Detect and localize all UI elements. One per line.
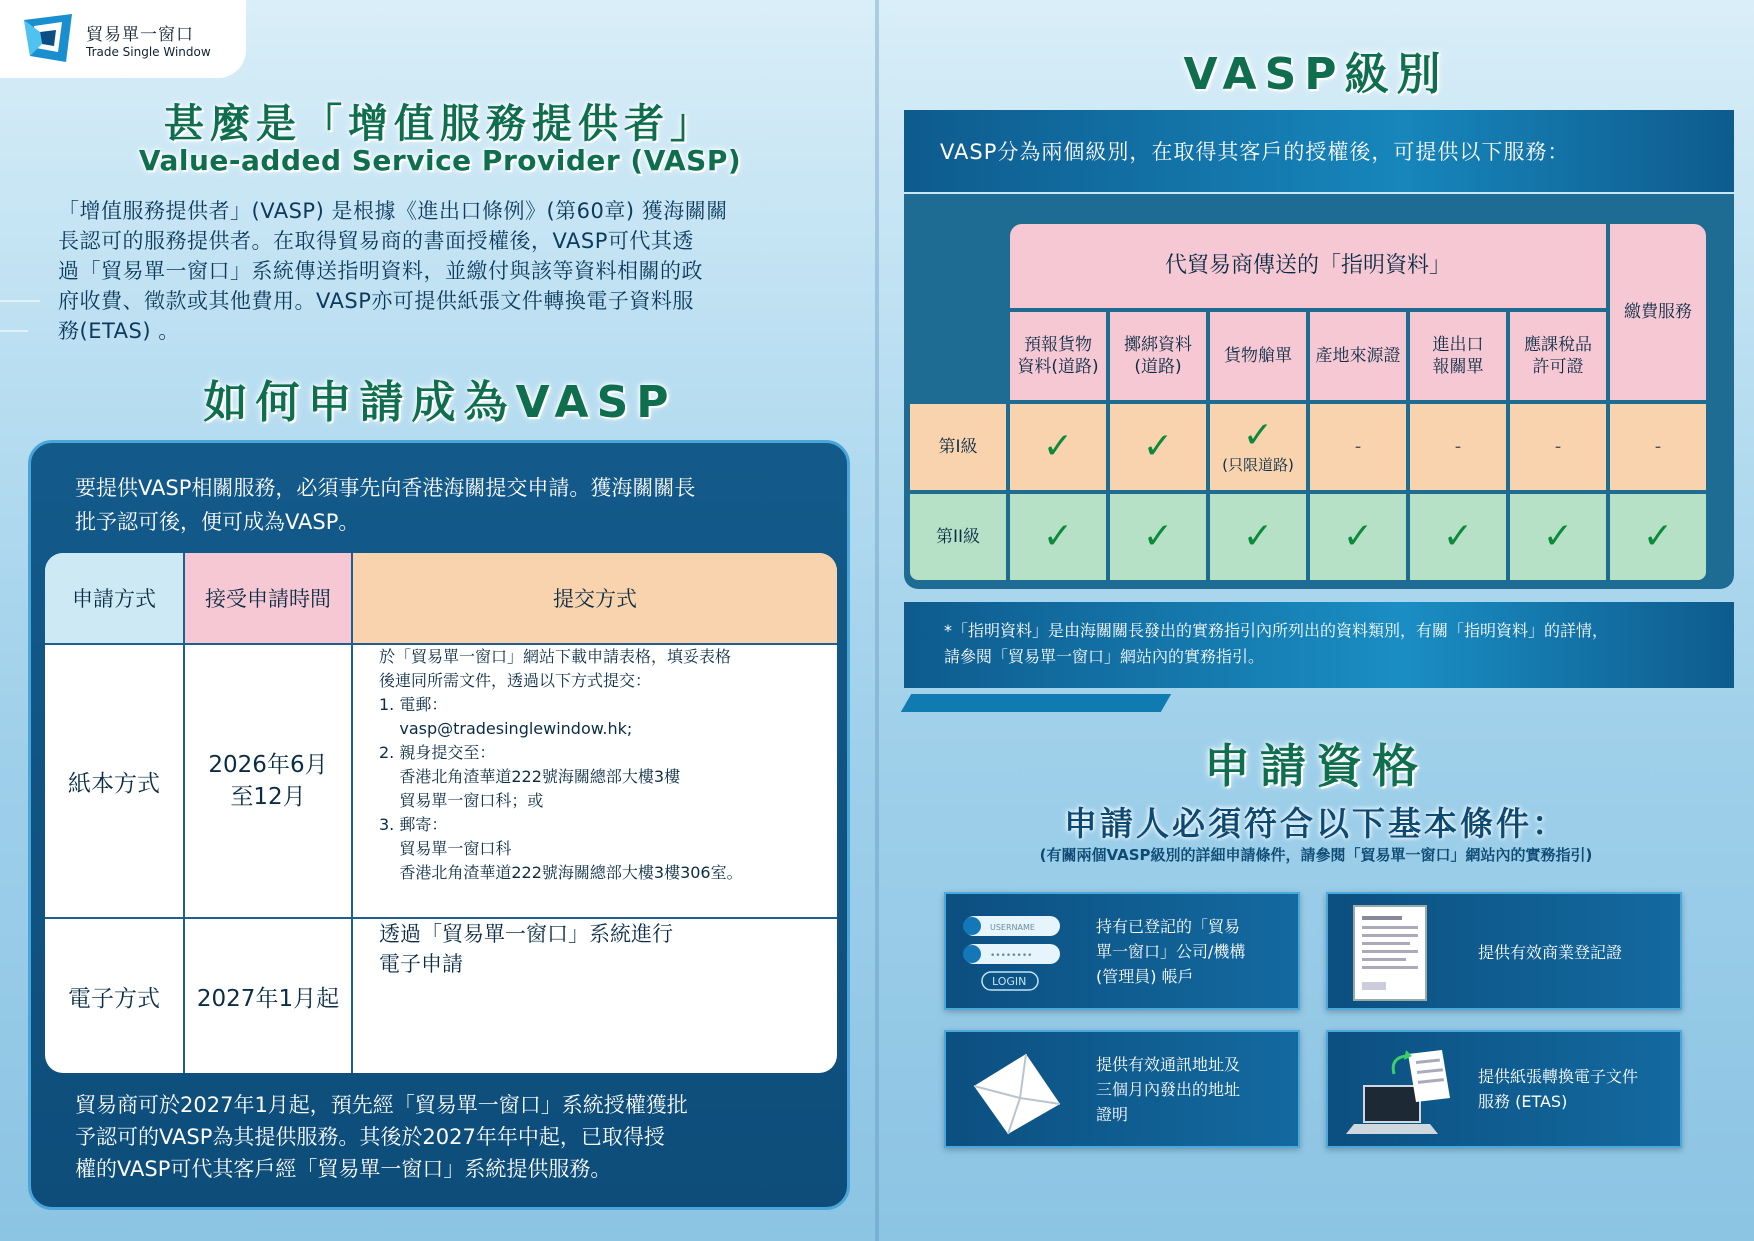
level-1-cell <box>1508 402 1608 492</box>
column-header-line: 許可證 <box>1532 357 1584 377</box>
column-header-line: 報關單 <box>1432 357 1484 377</box>
card-text <box>1478 1064 1638 1114</box>
eligibility-hint: (有關兩個VASP級別的詳細申請條件，請參閱「貿易單一窗口」網站內的實務指引) <box>1039 846 1593 864</box>
level-2-label: 第II級 <box>908 492 1008 582</box>
column-header-line: (道路) <box>1134 357 1182 377</box>
card-line: 單一窗口」公司/機構 <box>1096 942 1246 961</box>
level-2-cell <box>1208 492 1308 582</box>
submit-line: 透過「貿易單一窗口」系統進行 <box>379 922 673 946</box>
column-header-line: 資料(道路) <box>1017 357 1099 377</box>
logo <box>0 0 246 78</box>
paper-time-line: 2026年6月 <box>208 752 328 778</box>
apply-intro-line: 要提供VASP相關服務，必須事先向香港海關提交申請。獲海關關長 <box>75 476 696 500</box>
eligibility-card-account <box>944 892 1300 1010</box>
submit-line: 2. 親身提交至： <box>379 743 496 762</box>
note-bar <box>904 602 1734 688</box>
intro-line: 「增值服務提供者」(VASP) 是根據《進出口條例》(第60章) 獲海關關 <box>58 199 728 223</box>
accent-strip <box>901 694 1171 712</box>
check-icon: ✓ <box>1642 516 1674 557</box>
how-to-apply-title: 如何申請成為VASP <box>203 377 677 428</box>
level-2-cell <box>1608 492 1708 582</box>
level-1-cell <box>1608 402 1708 492</box>
left-page <box>0 0 876 1241</box>
level-1-label: 第I級 <box>908 402 1008 492</box>
svg-text:LOGIN: LOGIN <box>992 975 1027 988</box>
dash-mark: - <box>1654 436 1662 457</box>
note-line: 請參閱「貿易單一窗口」網站內的實務指引。 <box>944 647 1265 666</box>
paper-time <box>185 645 353 917</box>
eligibility-card-etas <box>1326 1030 1682 1148</box>
check-icon: ✓ <box>1242 415 1274 456</box>
table-row <box>45 919 837 1073</box>
login-icon <box>958 910 1064 996</box>
submit-line: 後連同所需文件，透過以下方式提交： <box>379 671 652 690</box>
vasp-title-cn: 甚麼是「增值服務提供者」 <box>164 101 716 147</box>
check-icon: ✓ <box>1042 516 1074 557</box>
circuit-deco <box>0 300 40 302</box>
card-line: 提供紙張轉換電子文件 <box>1478 1067 1639 1086</box>
level-1-cell <box>1108 402 1208 492</box>
circuit-deco <box>0 330 28 332</box>
outro-line: 權的VASP可代其客戶經「貿易單一窗口」系統提供服務。 <box>75 1157 612 1181</box>
vasp-intro-paragraph <box>58 196 828 346</box>
svg-text:••••••••: •••••••• <box>990 951 1033 961</box>
paper-submit <box>353 645 837 917</box>
level-2-cell <box>1008 492 1108 582</box>
column-header-line: 應課稅品 <box>1524 335 1592 355</box>
header-method: 申請方式 <box>45 553 185 643</box>
card-line: 證明 <box>1096 1105 1129 1124</box>
electronic-time: 2027年1月起 <box>185 919 353 1073</box>
column-header: 貨物艙單 <box>1208 310 1308 402</box>
envelope-icon <box>966 1046 1066 1136</box>
submit-line: 貿易單一窗口科；或 <box>379 791 544 810</box>
application-panel <box>28 440 850 1210</box>
levels-banner <box>904 110 1734 192</box>
dash-mark: - <box>1554 436 1562 457</box>
level-2-cell <box>1508 492 1608 582</box>
submit-line: 香港北角渣華道222號海關總部大樓3樓306室。 <box>379 863 743 882</box>
column-header: 產地來源證 <box>1308 310 1408 402</box>
card-text: 提供有效商業登記證 <box>1478 943 1623 962</box>
column-header <box>1108 310 1208 402</box>
card-text <box>1096 1052 1240 1127</box>
svg-text:USERNAME: USERNAME <box>990 923 1035 932</box>
application-outro <box>75 1089 815 1185</box>
level-1-cell <box>1008 402 1108 492</box>
outro-line: 貿易商可於2027年1月起，預先經「貿易單一窗口」系統授權獲批 <box>75 1093 688 1117</box>
eligibility-card-address <box>944 1030 1300 1148</box>
dash-mark: - <box>1454 436 1462 457</box>
eligibility-subtitle: 申請人必須符合以下基本條件： <box>1064 804 1568 843</box>
card-line: 持有已登記的「貿易 <box>1096 917 1241 936</box>
vasp-levels-title: VASP級別 <box>1183 49 1449 100</box>
card-line: 三個月內發出的地址 <box>1096 1080 1241 1099</box>
specified-info-header: 代貿易商傳送的「指明資料」 <box>1008 222 1608 310</box>
certificate-icon <box>1350 902 1430 1004</box>
specified-info-note <box>944 618 1724 670</box>
column-header-line: 預報貨物 <box>1024 335 1092 355</box>
email-address: vasp@tradesinglewindow.hk; <box>379 719 633 738</box>
submit-line: 3. 郵寄： <box>379 815 448 834</box>
submit-line: 1. 電郵： <box>379 695 448 714</box>
submit-line: 貿易單一窗口科 <box>379 839 512 858</box>
levels-grid <box>904 194 1734 589</box>
logo-text-en: Trade Single Window <box>86 45 211 59</box>
check-icon: ✓ <box>1042 426 1074 467</box>
check-icon: ✓ <box>1242 516 1274 557</box>
column-header <box>1408 310 1508 402</box>
submit-line: 香港北角渣華道222號海關總部大樓3樓 <box>379 767 681 786</box>
card-line: (管理員) 帳戶 <box>1096 967 1194 986</box>
outro-line: 予認可的VASP為其提供服務。其後於2027年年中起，已取得授 <box>75 1125 665 1149</box>
check-icon: ✓ <box>1542 516 1574 557</box>
level-2-cell <box>1308 492 1408 582</box>
column-header-line: 擲綁資料 <box>1124 335 1192 355</box>
column-header-line: 進出口 <box>1432 335 1484 355</box>
electronic-method: 電子方式 <box>45 919 185 1073</box>
header-submit: 提交方式 <box>353 553 837 643</box>
level-2-cell <box>1108 492 1208 582</box>
apply-intro-line: 批予認可後，便可成為VASP。 <box>75 510 360 534</box>
electronic-submit <box>353 919 837 1073</box>
header-time: 接受申請時間 <box>185 553 353 643</box>
column-header <box>1508 310 1608 402</box>
check-icon: ✓ <box>1142 426 1174 467</box>
dash-mark: - <box>1354 436 1362 457</box>
right-page <box>878 0 1754 1241</box>
card-line: 服務 (ETAS) <box>1478 1092 1568 1111</box>
check-icon: ✓ <box>1442 516 1474 557</box>
intro-line: 長認可的服務提供者。在取得貿易商的書面授權後，VASP可代其透 <box>58 229 694 253</box>
card-line: 提供有效通訊地址及 <box>1096 1055 1241 1074</box>
road-only-note: (只限道路) <box>1222 456 1294 474</box>
level-1-cell <box>1308 402 1408 492</box>
fee-service-header: 繳費服務 <box>1608 222 1708 402</box>
submit-line: 電子申請 <box>379 952 463 976</box>
paper-time-line: 至12月 <box>230 784 306 810</box>
intro-line: 務(ETAS) 。 <box>58 319 180 343</box>
level-2-cell <box>1408 492 1508 582</box>
submit-line: 於「貿易單一窗口」網站下載申請表格，填妥表格 <box>379 647 732 666</box>
table-row <box>45 645 837 919</box>
application-table <box>45 553 837 1073</box>
level-1-cell <box>1408 402 1508 492</box>
note-line: *「指明資料」是由海關關長發出的實務指引內所列出的資料類別，有關「指明資料」的詳情， <box>944 621 1609 640</box>
column-header <box>1008 310 1108 402</box>
laptop-documents-icon <box>1346 1046 1458 1138</box>
check-icon: ✓ <box>1342 516 1374 557</box>
levels-banner-text: VASP分為兩個級別，在取得其客戶的授權後，可提供以下服務： <box>940 140 1570 164</box>
intro-line: 府收費、徵款或其他費用。VASP亦可提供紙張文件轉換電子資料服 <box>58 289 694 313</box>
logo-text-cn: 貿易單一窗口 <box>86 25 194 45</box>
intro-line: 過「貿易單一窗口」系統傳送指明資料，並繳付與該等資料相關的政 <box>58 259 703 283</box>
eligibility-title: 申請資格 <box>1204 739 1428 793</box>
level-1-cell <box>1208 402 1308 492</box>
check-icon: ✓ <box>1142 516 1174 557</box>
trade-single-window-logo-icon <box>20 10 76 66</box>
table-header-row <box>45 553 837 645</box>
paper-method: 紙本方式 <box>45 645 185 917</box>
application-intro <box>75 471 815 539</box>
eligibility-card-br-certificate <box>1326 892 1682 1010</box>
card-text <box>1096 914 1245 989</box>
vasp-title-en: Value-added Service Provider (VASP) <box>138 144 742 177</box>
